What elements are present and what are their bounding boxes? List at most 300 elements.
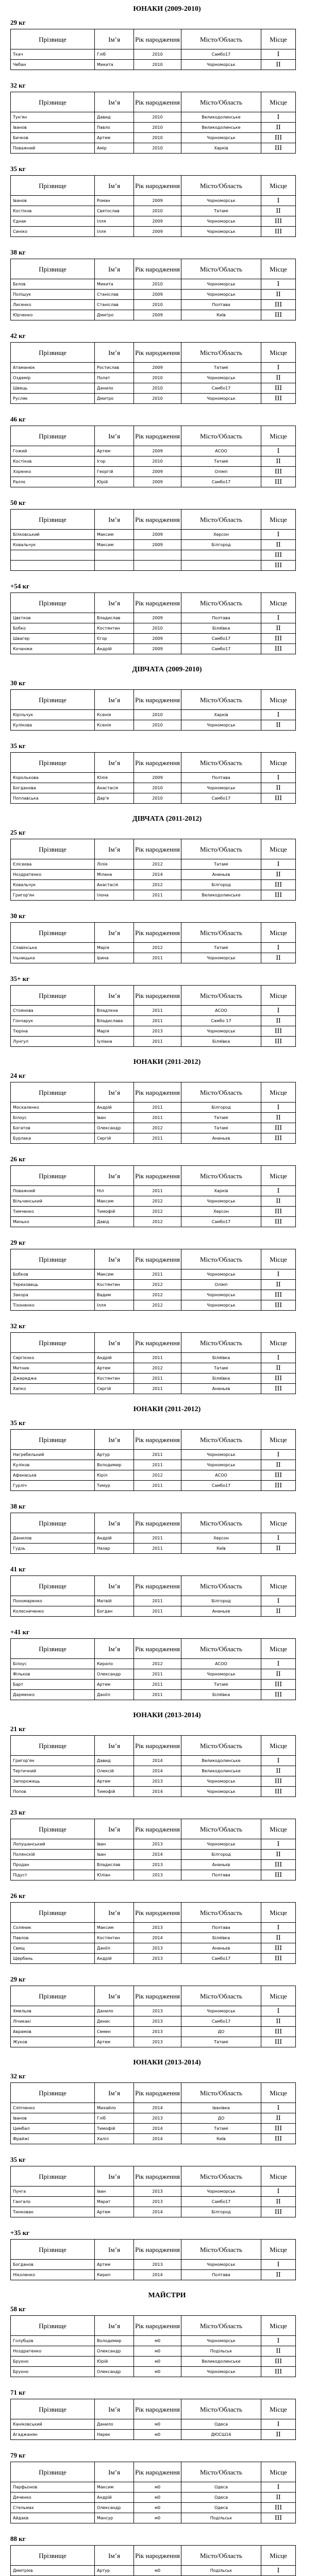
table-row [11, 123, 296, 133]
cell-first-name: Максим [95, 540, 134, 550]
results-table [10, 1249, 296, 1311]
cell-first-name: Марія [95, 943, 134, 953]
cell-surname: Раллє [11, 477, 95, 487]
cell-first-name: Марія [95, 1026, 134, 1037]
cell-place: I [261, 1269, 296, 1280]
cell-surname: Бобков [11, 1269, 95, 1280]
cell-city-region: Чорноморськ [181, 953, 261, 963]
cell-city-region: Татамі [181, 1113, 261, 1123]
cell-first-name: Андрій [95, 1954, 134, 1964]
column-header-birth-year: Рік народження [134, 2316, 181, 2336]
cell-place: III [261, 1690, 296, 1700]
cell-city-region: Чорноморськ [181, 783, 261, 793]
table-row [11, 310, 296, 320]
cell-place: II [261, 1933, 296, 1943]
cell-place: III [261, 634, 296, 644]
column-header-first-name: Ім’я [95, 92, 134, 112]
cell-first-name: Тимофій [95, 1207, 134, 1217]
table-row [11, 2493, 296, 2503]
table-row [11, 1269, 296, 1280]
table-row [11, 2482, 296, 2493]
weight-label: +41 кг [10, 1628, 30, 1636]
cell-birth-year: 2013 [134, 2187, 181, 2197]
cell-first-name: Мілана [95, 870, 134, 880]
cell-place: II [261, 1016, 296, 1026]
cell-city-region: АСОО [181, 446, 261, 456]
cell-surname: Поважний [11, 143, 95, 154]
cell-surname: Хапко [11, 1384, 95, 1394]
column-header-place: Місце [261, 2316, 296, 2336]
cell-first-name: Іуліана [95, 1037, 134, 1047]
cell-birth-year: м0 [134, 2346, 181, 2357]
cell-first-name: Даніїл [95, 1690, 134, 1700]
cell-city-region: Татамі [181, 363, 261, 373]
table-header-row [11, 2316, 296, 2336]
cell-surname: Митник [11, 1363, 95, 1374]
table-header-row [11, 1903, 296, 1923]
table-row [11, 456, 296, 467]
cell-birth-year: 2014 [134, 1756, 181, 1766]
table-header-row [11, 259, 296, 279]
column-header-birth-year: Рік народження [134, 176, 181, 196]
cell-city-region: Чорноморськ [181, 1290, 261, 1300]
cell-surname: Юрченко [11, 310, 95, 320]
cell-city-region: Чорноморськ [181, 2006, 261, 2016]
column-header-place: Місце [261, 2462, 296, 2482]
cell-birth-year: 2009 [134, 530, 181, 540]
cell-place: I [261, 613, 296, 623]
cell-birth-year: 2012 [134, 1300, 181, 1311]
column-header-birth-year: Рік народження [134, 986, 181, 1006]
cell-place: I [261, 2566, 296, 2576]
cell-city-region: Самбо17 [181, 634, 261, 644]
table-row [11, 1690, 296, 1700]
cell-city-region: Чорноморськ [181, 1269, 261, 1280]
column-header-city-region: Місто/Область [181, 1736, 261, 1756]
cell-birth-year: м0 [134, 2357, 181, 2367]
results-table [10, 1902, 296, 1964]
weight-label: 38 кг [10, 1502, 26, 1510]
column-header-birth-year: Рік народження [134, 29, 181, 49]
cell-surname: Дяченко [11, 2493, 95, 2503]
cell-place: III [261, 1943, 296, 1954]
table-row [11, 394, 296, 404]
cell-first-name: Вадим [95, 1290, 134, 1300]
weight-label: 24 кг [10, 1072, 26, 1079]
cell-city-region: Білгород [181, 540, 261, 550]
cell-first-name: Сергій [95, 1384, 134, 1394]
cell-birth-year: 2012 [134, 943, 181, 953]
cell-first-name: Павло [95, 123, 134, 133]
cell-city-region: Білгород [181, 2207, 261, 2217]
cell-surname: Тюріна [11, 1026, 95, 1037]
cell-city-region: Ананьєв [181, 1860, 261, 1870]
column-header-city-region: Місто/Область [181, 986, 261, 1006]
cell-birth-year: 2014 [134, 870, 181, 880]
table-row [11, 2419, 296, 2430]
column-header-birth-year: Рік народження [134, 923, 181, 943]
cell-first-name: Максим [95, 1196, 134, 1207]
column-header-first-name: Ім’я [95, 2316, 134, 2336]
cell-city-region: Біляївка [181, 1933, 261, 1943]
cell-place: III [261, 1290, 296, 1300]
cell-surname: Соляник [11, 1923, 95, 1933]
column-header-place: Місце [261, 426, 296, 446]
cell-first-name: Артем [95, 446, 134, 456]
cell-surname: Куліков [11, 1460, 95, 1470]
table-header-row [11, 2240, 296, 2260]
table-row [11, 216, 296, 227]
weight-category [0, 1072, 334, 1144]
column-header-place: Місце [261, 690, 296, 710]
cell-surname: Полянскій [11, 1850, 95, 1860]
table-row [11, 1933, 296, 1943]
cell-place: II [261, 2270, 296, 2280]
column-header-birth-year: Рік народження [134, 1166, 181, 1186]
cell-city-region: Біляївка [181, 1037, 261, 1047]
cell-birth-year: 2014 [134, 1766, 181, 1776]
column-header-birth-year: Рік народження [134, 1333, 181, 1353]
cell-city-region: Чорноморськ [181, 196, 261, 206]
cell-birth-year: м0 [134, 2493, 181, 2503]
cell-surname: Щербань [11, 1954, 95, 1964]
column-header-surname: Прізвище [11, 92, 95, 112]
weight-category [0, 2451, 334, 2523]
cell-place: III [261, 1300, 296, 1311]
cell-birth-year: 2011 [134, 1481, 181, 1491]
table-row [11, 1133, 296, 1144]
weight-label: 79 кг [10, 2451, 26, 2459]
column-header-first-name: Ім’я [95, 176, 134, 196]
column-header-surname: Прізвище [11, 1513, 95, 1533]
cell-first-name [95, 561, 134, 571]
column-header-surname: Прізвище [11, 29, 95, 49]
cell-city-region: Подільськ [181, 2346, 261, 2357]
cell-city-region: Самбо17 [181, 644, 261, 654]
cell-surname: Пономаренко [11, 1596, 95, 1606]
age-group-section [0, 666, 334, 804]
cell-birth-year: 2011 [134, 1384, 181, 1394]
weight-label: 42 кг [10, 332, 26, 340]
column-header-surname: Прізвище [11, 1819, 95, 1839]
cell-birth-year: 2011 [134, 1353, 181, 1363]
cell-city-region: Біляївка [181, 1353, 261, 1363]
cell-first-name: Полат [95, 373, 134, 383]
table-header-row [11, 1082, 296, 1103]
cell-place: III [261, 1217, 296, 1227]
cell-place: II [261, 1606, 296, 1617]
table-row [11, 2367, 296, 2377]
table-row [11, 1850, 296, 1860]
column-header-birth-year: Рік народження [134, 690, 181, 710]
table-header-row [11, 29, 296, 49]
cell-place: II [261, 2197, 296, 2207]
table-row [11, 446, 296, 456]
cell-surname: Костіков [11, 456, 95, 467]
cell-place: I [261, 363, 296, 373]
table-row [11, 613, 296, 623]
table-header-row [11, 690, 296, 710]
cell-city-region: Самбо17 [181, 793, 261, 804]
table-row [11, 2430, 296, 2440]
column-header-birth-year: Рік народження [134, 426, 181, 446]
column-header-surname: Прізвище [11, 2166, 95, 2187]
weight-label: 30 кг [10, 912, 26, 920]
cell-first-name: Ігор [95, 456, 134, 467]
cell-first-name: Микита [95, 60, 134, 70]
cell-birth-year: 2013 [134, 1943, 181, 1954]
column-header-place: Місце [261, 1639, 296, 1659]
column-header-place: Місце [261, 923, 296, 943]
cell-surname: Білоус [11, 1659, 95, 1669]
weight-category [0, 1322, 334, 1394]
cell-surname: Тинкован [11, 2207, 95, 2217]
cell-surname: Тертичний [11, 1766, 95, 1776]
cell-city-region: Татамі [181, 1680, 261, 1690]
table-row [11, 1481, 296, 1491]
cell-birth-year: 2010 [134, 300, 181, 310]
cell-first-name: Анастасія [95, 880, 134, 890]
cell-city-region: Київ [181, 310, 261, 320]
table-row [11, 773, 296, 783]
cell-surname: Вільчинський [11, 1196, 95, 1207]
table-row [11, 2566, 296, 2576]
age-group-section [0, 1711, 334, 2047]
column-header-birth-year: Рік народження [134, 1513, 181, 1533]
table-row [11, 859, 296, 870]
cell-surname: Бурлака [11, 1133, 95, 1144]
weight-label: 35 кг [10, 165, 26, 173]
table-header-row [11, 510, 296, 530]
weight-category [0, 679, 334, 731]
cell-surname: Ноздратенко [11, 2346, 95, 2357]
cell-place: I [261, 1450, 296, 1460]
column-header-place: Місце [261, 2166, 296, 2187]
column-header-birth-year: Рік народження [134, 1639, 181, 1659]
table-row [11, 373, 296, 383]
column-header-surname: Прізвище [11, 1736, 95, 1756]
cell-birth-year: 2011 [134, 1533, 181, 1544]
cell-surname: Дмитрієв [11, 2566, 95, 2576]
weight-label: 35 кг [10, 742, 26, 750]
column-header-city-region: Місто/Область [181, 1082, 261, 1103]
cell-city-region: ДО [181, 2113, 261, 2124]
cell-birth-year: 2014 [134, 1933, 181, 1943]
table-row [11, 1860, 296, 1870]
cell-first-name: Назар [95, 1544, 134, 1554]
cell-first-name: Матвій [95, 1596, 134, 1606]
cell-birth-year: м0 [134, 2367, 181, 2377]
column-header-place: Місце [261, 1819, 296, 1839]
table-header-row [11, 1166, 296, 1186]
cell-city-region: Ананьєв [181, 1133, 261, 1144]
table-row [11, 1756, 296, 1766]
column-header-place: Місце [261, 986, 296, 1006]
cell-birth-year: 2012 [134, 1280, 181, 1290]
cell-place: I [261, 530, 296, 540]
cell-birth-year: 2009 [134, 773, 181, 783]
cell-city-region: Харків [181, 1186, 261, 1196]
cell-first-name: Нарек [95, 2430, 134, 2440]
weight-category [0, 1565, 334, 1617]
column-header-birth-year: Рік народження [134, 2462, 181, 2482]
table-row [11, 550, 296, 561]
cell-birth-year: 2011 [134, 1113, 181, 1123]
cell-city-region: Білгород [181, 1103, 261, 1113]
cell-birth-year: 2014 [134, 2270, 181, 2280]
cell-surname: Джереджа [11, 1374, 95, 1384]
cell-birth-year: 2012 [134, 1196, 181, 1207]
weight-category [0, 1808, 334, 1880]
weight-category [0, 248, 334, 320]
table-row [11, 1460, 296, 1470]
cell-place: III [261, 310, 296, 320]
table-row [11, 2113, 296, 2124]
cell-birth-year: 2010 [134, 394, 181, 404]
table-row [11, 1217, 296, 1227]
cell-surname: Тіхоненко [11, 1300, 95, 1311]
cell-place: I [261, 1923, 296, 1933]
results-table [10, 1165, 296, 1227]
cell-birth-year: 2013 [134, 1870, 181, 1880]
cell-place: II [261, 2493, 296, 2503]
cell-birth-year: 2009 [134, 196, 181, 206]
table-row [11, 1037, 296, 1047]
cell-place: III [261, 890, 296, 901]
results-table [10, 509, 296, 571]
cell-surname: Підуст [11, 1870, 95, 1880]
table-row [11, 1544, 296, 1554]
cell-birth-year: 2009 [134, 363, 181, 373]
column-header-city-region: Місто/Область [181, 2316, 261, 2336]
cell-first-name: Гліб [95, 2113, 134, 2124]
cell-birth-year: 2009 [134, 634, 181, 644]
column-header-city-region: Місто/Область [181, 92, 261, 112]
column-header-birth-year: Рік народження [134, 2546, 181, 2566]
cell-place: III [261, 1787, 296, 1797]
column-header-city-region: Місто/Область [181, 593, 261, 613]
cell-birth-year: 2013 [134, 1954, 181, 1964]
table-header-row [11, 176, 296, 196]
cell-birth-year: 2011 [134, 1269, 181, 1280]
column-header-place: Місце [261, 1576, 296, 1596]
cell-surname: Данилов [11, 1533, 95, 1544]
table-row [11, 1659, 296, 1669]
cell-birth-year: 2009 [134, 477, 181, 487]
cell-first-name: Богдан [95, 1606, 134, 1617]
table-row [11, 2027, 296, 2037]
column-header-surname: Прізвище [11, 593, 95, 613]
results-table [10, 2399, 296, 2440]
section-title: ЮНАКИ (2011-2012) [133, 1405, 201, 1413]
cell-birth-year: 2011 [134, 1133, 181, 1144]
cell-surname: Попов [11, 1787, 95, 1797]
cell-first-name: Кирило [95, 1659, 134, 1669]
weight-category [0, 1502, 334, 1554]
cell-birth-year: 2012 [134, 1659, 181, 1669]
column-header-first-name: Ім’я [95, 1986, 134, 2006]
cell-city-region: Білгород [181, 1596, 261, 1606]
cell-surname: Єднак [11, 216, 95, 227]
cell-first-name: Святослав [95, 206, 134, 216]
table-row [11, 112, 296, 123]
weight-category [0, 2388, 334, 2440]
weight-category [0, 1419, 334, 1491]
cell-city-region: Татамі [181, 206, 261, 216]
column-header-first-name: Ім’я [95, 2546, 134, 2566]
cell-city-region: Самбо17 [181, 2197, 261, 2207]
age-group-section [0, 5, 334, 654]
section-title: ЮНАКИ (2009-2010) [133, 5, 201, 13]
cell-city-region: Чорноморськ [181, 1839, 261, 1850]
column-header-first-name: Ім’я [95, 1082, 134, 1103]
column-header-birth-year: Рік народження [134, 2166, 181, 2187]
table-row [11, 1533, 296, 1544]
column-header-first-name: Ім’я [95, 839, 134, 859]
cell-first-name: Максим [95, 1269, 134, 1280]
section-title: ЮНАКИ (2013-2014) [133, 2059, 201, 2066]
cell-first-name: Денис [95, 2016, 134, 2027]
cell-birth-year: 2012 [134, 1290, 181, 1300]
cell-city-region: Херсон [181, 530, 261, 540]
column-header-first-name: Ім’я [95, 2399, 134, 2419]
column-header-place: Місце [261, 1430, 296, 1450]
weight-label: 25 кг [10, 828, 26, 836]
cell-surname: Богатов [11, 1123, 95, 1133]
weight-category [0, 332, 334, 404]
cell-city-region: Татамі [181, 1363, 261, 1374]
cell-city-region: Полтава [181, 1923, 261, 1933]
cell-first-name: Микита [95, 279, 134, 290]
cell-first-name: Костянтин [95, 1374, 134, 1384]
cell-birth-year: 2011 [134, 1374, 181, 1384]
cell-birth-year: 2010 [134, 623, 181, 634]
weight-category [0, 1155, 334, 1227]
cell-first-name: Давид [95, 1756, 134, 1766]
results-table [10, 2166, 296, 2217]
weight-label: 26 кг [10, 1892, 26, 1900]
cell-surname: Лунгул [11, 1037, 95, 1047]
cell-first-name: Іван [95, 1113, 134, 1123]
table-header-row [11, 2546, 296, 2566]
cell-surname: Тимченко [11, 1207, 95, 1217]
cell-city-region: Чорноморськ [181, 1026, 261, 1037]
weight-label: +35 кг [10, 2229, 30, 2236]
column-header-surname: Прізвище [11, 1576, 95, 1596]
column-header-first-name: Ім’я [95, 1736, 134, 1756]
cell-place: I [261, 2006, 296, 2016]
table-row [11, 1943, 296, 1954]
column-header-place: Місце [261, 839, 296, 859]
cell-city-region: Чорноморськ [181, 1776, 261, 1787]
table-row [11, 2016, 296, 2027]
cell-surname: Пунга [11, 2187, 95, 2197]
cell-surname: Русляк [11, 394, 95, 404]
column-header-city-region: Місто/Область [181, 2240, 261, 2260]
weight-label: 30 кг [10, 679, 26, 687]
cell-place: I [261, 859, 296, 870]
table-row [11, 2197, 296, 2207]
cell-place: II [261, 783, 296, 793]
weight-label: 88 кг [10, 2535, 26, 2543]
cell-first-name: Кіріл [95, 1470, 134, 1481]
cell-city-region: Татамі [181, 859, 261, 870]
table-row [11, 363, 296, 373]
cell-first-name: Юліан [95, 1870, 134, 1880]
cell-surname: Іванов [11, 196, 95, 206]
cell-place: III [261, 143, 296, 154]
cell-first-name: Ірина [95, 953, 134, 963]
